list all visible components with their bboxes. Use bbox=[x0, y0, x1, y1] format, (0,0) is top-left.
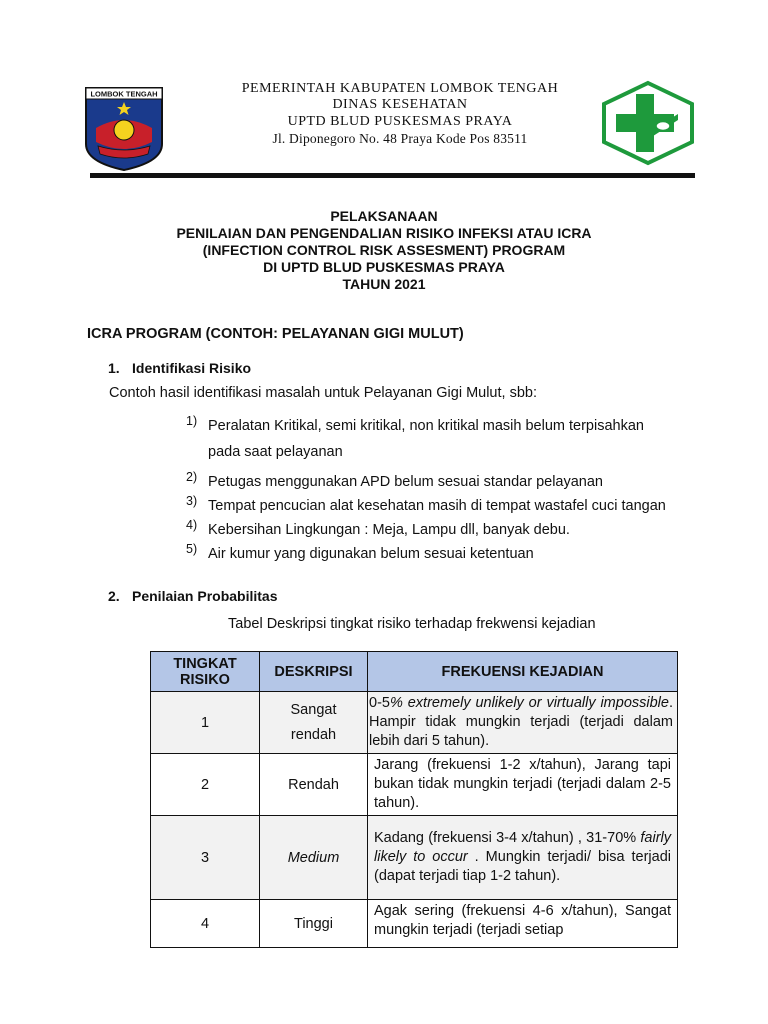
freq-italic: fairly likely to occur bbox=[374, 830, 671, 865]
cell-description: Rendah bbox=[260, 754, 368, 816]
cell-level: 1 bbox=[151, 692, 260, 754]
subheading-probabilitas bbox=[108, 588, 278, 604]
cell-level: 2 bbox=[151, 754, 260, 816]
list-item bbox=[186, 517, 686, 543]
list-item-text: Tempat pencucian alat kesehatan masih di tempat wastafel cuci tangan bbox=[208, 498, 666, 514]
risk-level-table bbox=[150, 651, 678, 948]
freq-part: 0-5 bbox=[369, 695, 390, 711]
cell-description bbox=[260, 692, 368, 754]
letterhead-department: DINAS KESEHATAN bbox=[332, 97, 468, 112]
desc-line: Sangat bbox=[290, 701, 337, 718]
table-row bbox=[151, 816, 678, 900]
cell-description: Tinggi bbox=[260, 900, 368, 948]
cell-description: Medium bbox=[260, 816, 368, 900]
doc-title-line3: (INFECTION CONTROL RISK ASSESMENT) PROGRAM bbox=[202, 242, 566, 258]
list-item-number: 3) bbox=[186, 494, 198, 508]
freq-part: Kadang (frekuensi 3-4 x/tahun) , 31-70% bbox=[374, 830, 641, 846]
lombok-tengah-logo bbox=[82, 84, 166, 172]
cell-frequency: Agak sering (frekuensi 4-6 x/tahun), Sangat mungkin terjadi (terjadi setiap bbox=[368, 900, 678, 948]
freq-part: . Hampir tidak mungkin terjadi (terjadi dalam lebih dari 5 tahun). bbox=[369, 695, 673, 749]
desc-line: rendah bbox=[290, 726, 337, 743]
cell-frequency bbox=[368, 692, 678, 754]
subheading-text: Identifikasi Risiko bbox=[132, 360, 252, 376]
cell-frequency: Jarang (frekuensi 1-2 x/tahun), Jarang tapi bukan tidak mungkin terjadi (terjadi dalam 2-5 tahun). bbox=[368, 754, 678, 816]
svg-text:LOMBOK TENGAH: LOMBOK TENGAH bbox=[90, 89, 158, 99]
header-tingkat-risiko bbox=[151, 652, 260, 692]
list-item-text: Kebersihan Lingkungan : Meja, Lampu dll, banyak debu. bbox=[208, 522, 570, 538]
list-item-text: Peralatan Kritikal, semi kritikal, non kritikal masih belum terpisahkan pada saat pelayanan bbox=[208, 418, 644, 460]
freq-italic: % extremely unlikely or virtually impossible bbox=[389, 695, 669, 711]
list-item-number: 2) bbox=[186, 470, 198, 484]
list-item-number: 5) bbox=[186, 542, 198, 556]
letterhead-address: Jl. Diponegoro No. 48 Praya Kode Pos 83511 bbox=[272, 131, 528, 146]
list-item bbox=[186, 493, 686, 519]
freq-part: . Mungkin terjadi/ bisa terjadi (dapat terjadi tiap 1-2 tahun). bbox=[374, 849, 671, 884]
list-item-text: Air kumur yang digunakan belum sesuai ketentuan bbox=[208, 546, 534, 562]
cell-level: 4 bbox=[151, 900, 260, 948]
table-caption: Tabel Deskripsi tingkat risiko terhadap frekwensi kejadian bbox=[228, 616, 596, 632]
puskesmas-logo bbox=[600, 80, 696, 166]
doc-title-line5: TAHUN 2021 bbox=[342, 276, 426, 292]
header-frekuensi: FREKUENSI KEJADIAN bbox=[368, 652, 678, 692]
table-row bbox=[151, 754, 678, 816]
subheading-number: 2. bbox=[108, 588, 120, 604]
table-row bbox=[151, 692, 678, 754]
list-item-text: Petugas menggunakan APD belum sesuai standar pelayanan bbox=[208, 474, 603, 490]
list-item bbox=[186, 413, 686, 465]
table-row bbox=[151, 900, 678, 948]
list-item-number: 1) bbox=[186, 414, 198, 428]
subheading-identifikasi bbox=[108, 360, 251, 376]
list-item bbox=[186, 469, 686, 495]
cell-level: 3 bbox=[151, 816, 260, 900]
subheading-text: Penilaian Probabilitas bbox=[132, 588, 278, 604]
list-item bbox=[186, 541, 686, 567]
doc-title-line2: PENILAIAN DAN PENGENDALIAN RISIKO INFEKSI ATAU ICRA bbox=[176, 225, 592, 241]
list-item-number: 4) bbox=[186, 518, 198, 532]
header-line: RISIKO bbox=[180, 671, 230, 688]
letterhead-divider bbox=[90, 173, 695, 178]
doc-title-line4: DI UPTD BLUD PUSKESMAS PRAYA bbox=[263, 259, 505, 275]
letterhead-government: PEMERINTAH KABUPATEN LOMBOK TENGAH bbox=[241, 81, 559, 96]
header-line: TINGKAT bbox=[173, 655, 237, 672]
subheading-number: 1. bbox=[108, 360, 120, 376]
header-deskripsi: DESKRIPSI bbox=[260, 652, 368, 692]
letterhead-institution: UPTD BLUD PUSKESMAS PRAYA bbox=[287, 114, 513, 129]
cell-frequency bbox=[368, 816, 678, 900]
section-heading: ICRA PROGRAM (CONTOH: PELAYANAN GIGI MULUT) bbox=[87, 326, 464, 342]
intro-paragraph: Contoh hasil identifikasi masalah untuk Pelayanan Gigi Mulut, sbb: bbox=[109, 385, 537, 401]
table-header-row bbox=[151, 652, 678, 692]
doc-title-line1: PELAKSANAAN bbox=[330, 208, 438, 224]
